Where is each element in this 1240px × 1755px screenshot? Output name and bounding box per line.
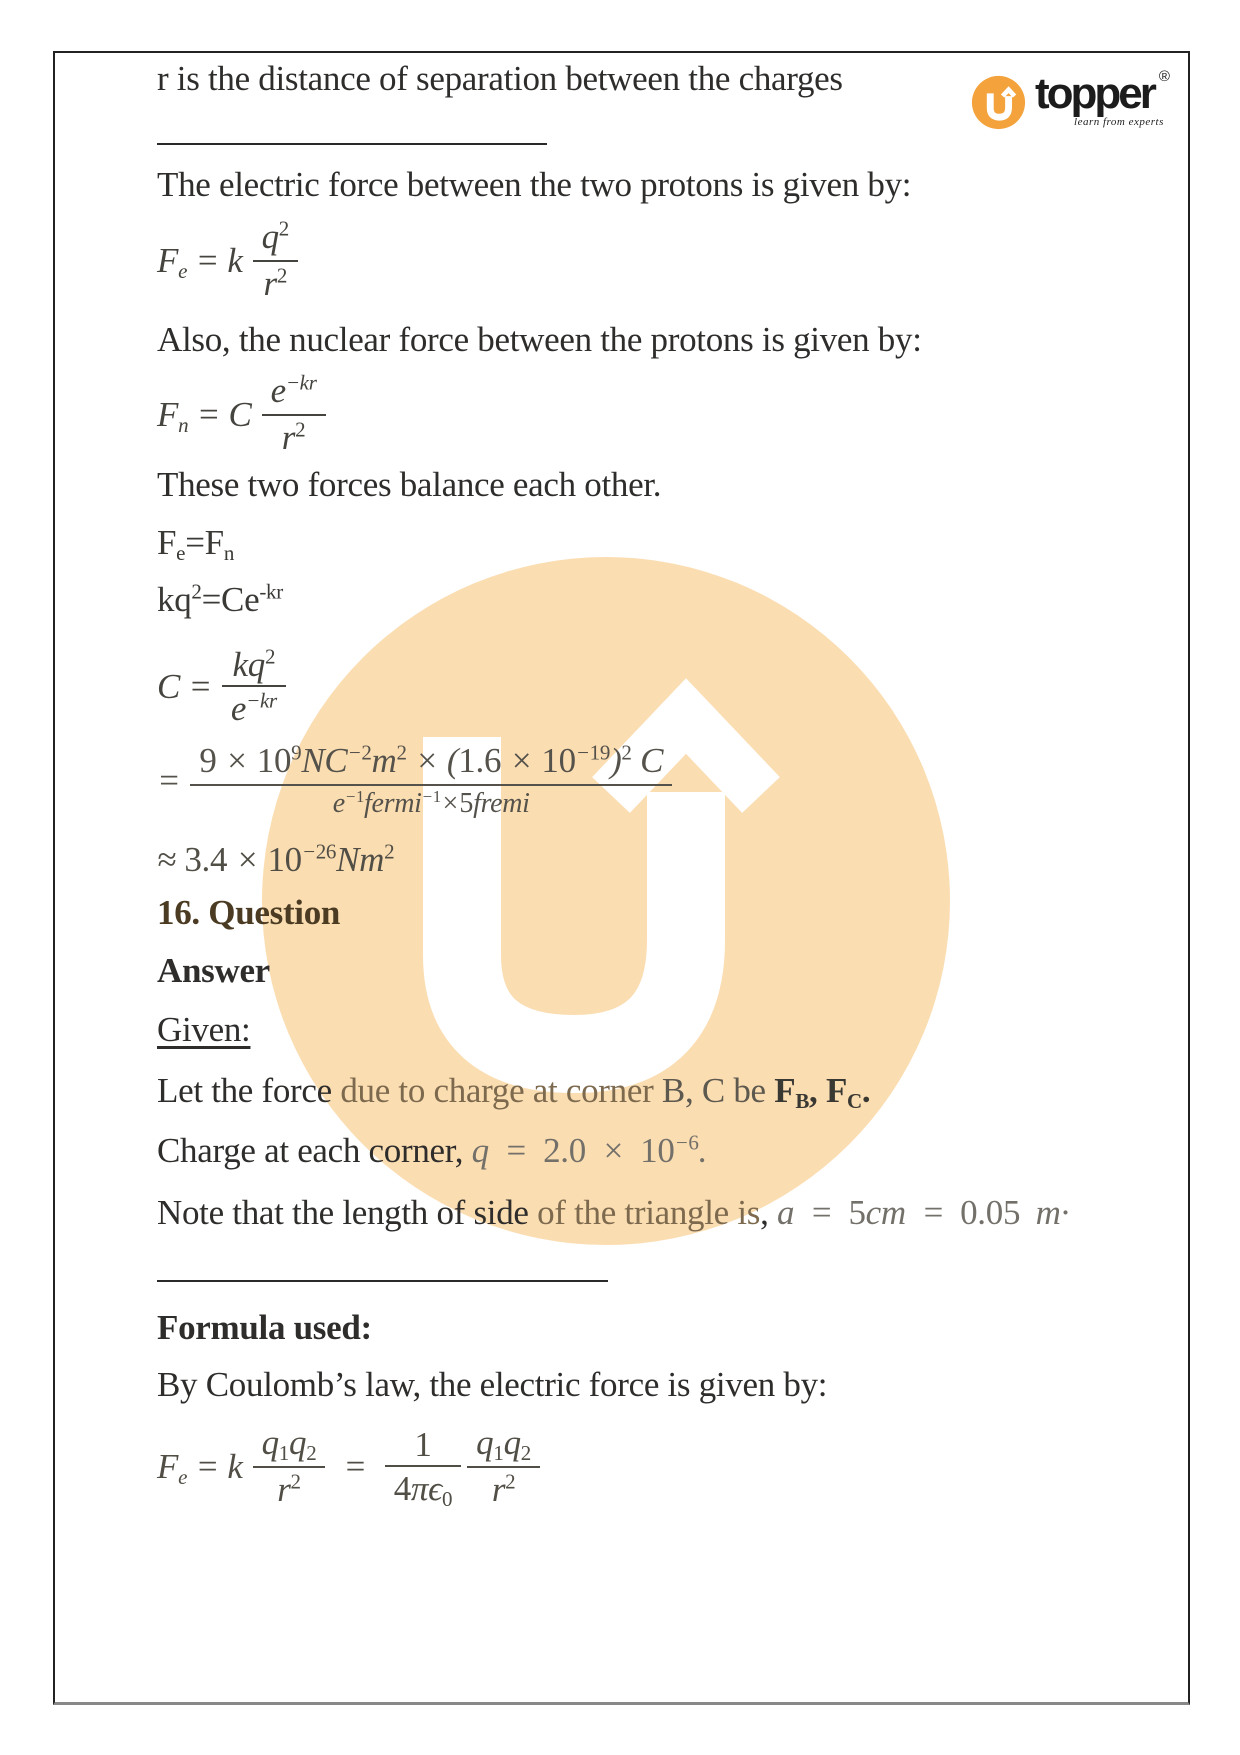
eq-pre: = [157, 760, 181, 800]
heading-answer: Answer [157, 951, 270, 990]
text-segment: , [760, 1193, 778, 1232]
eq-pre: C = [157, 667, 212, 707]
brand-text: topper [1035, 69, 1154, 118]
brand-tagline: learn from experts [1074, 116, 1164, 128]
text-segment: Charge at each corner, [157, 1131, 472, 1170]
equation-approx-result [157, 840, 394, 880]
fraction: $\frac{1}{4\pi\epsilon_0}$ [385, 1425, 461, 1510]
eq-pre: $F_n = C$ [157, 394, 252, 437]
divider-line-1 [157, 143, 547, 145]
fraction: $\frac{q_1q_2}{r^2}$ [253, 1423, 326, 1511]
text-segment: $F_B$, $F_C$. [774, 1071, 871, 1113]
topper-logo [971, 68, 1170, 130]
brand-wordmark [1035, 68, 1170, 128]
fraction: $\frac{q^2}{r^2}$ [253, 217, 298, 305]
equation-nuclear-force [157, 371, 326, 459]
page-border [53, 51, 1190, 1705]
heading-formula-used: Formula used: [157, 1308, 372, 1347]
text-note-length [157, 1193, 1069, 1233]
equation-C [157, 645, 286, 730]
topper-logo-icon [971, 75, 1026, 130]
text-r-distance: r is the distance of separation between the charges [157, 59, 843, 98]
text-segment: Let the force [157, 1071, 341, 1110]
text-segment: Note that the length of side [157, 1193, 538, 1232]
fraction: $\frac{q_1q_2}{r^2}$ [467, 1423, 540, 1511]
text-segment: due to charge at corner [340, 1071, 662, 1110]
eq-pre: $F_e = k$ [157, 240, 243, 283]
text-segment: B, C be [661, 1071, 775, 1110]
equation-electric-force [157, 217, 298, 305]
divider-line-2 [157, 1280, 608, 1282]
equation-fe-fn: $F_e=F_n$ [157, 523, 235, 565]
text-charge-corner [157, 1131, 707, 1171]
text-segment: of the triangle is [537, 1193, 761, 1232]
eq-result: ≈ $3.4 \times 10^{-26}Nm^2$ [157, 839, 395, 879]
fraction: $\frac{kq^2}{e^{-kr}}$ [222, 645, 286, 730]
registered-mark: ® [1158, 68, 1170, 85]
equation-long-substitution [157, 741, 672, 820]
text-intro-nuclear: Also, the nuclear force between the protons is given by: [157, 320, 922, 359]
heading-question-16: 16. Question [157, 893, 341, 932]
text-let-force [157, 1071, 870, 1111]
equation-coulomb [157, 1423, 540, 1511]
heading-given: Given: [157, 1010, 251, 1049]
fraction: $\frac{e^{-kr}}{r^2}$ [262, 371, 326, 459]
text-intro-electric: The electric force between the two protons is given by: [157, 165, 912, 204]
fraction: $\frac{9 \times 10^9NC^{-2}m^2 \times (1.6 \times 10^{-19})^2 C}{e^{-1}fermi^{-1}\times 5fremi}$ [190, 741, 672, 820]
text-segment: $q = 2.0 \times 10^{-6}$. [471, 1130, 708, 1170]
eq-pre: $F_e = k$ [157, 1446, 243, 1489]
text-segment: a = 5cm = 0.05 m· [777, 1193, 1070, 1232]
text-balance: These two forces balance each other. [157, 465, 662, 504]
eq-mid: = [343, 1446, 367, 1486]
equation-kq: $kq^2=Ce^{-kr}$ [157, 579, 283, 619]
text-coulomb-law: By Coulomb’s law, the electric force is given by: [157, 1365, 828, 1404]
